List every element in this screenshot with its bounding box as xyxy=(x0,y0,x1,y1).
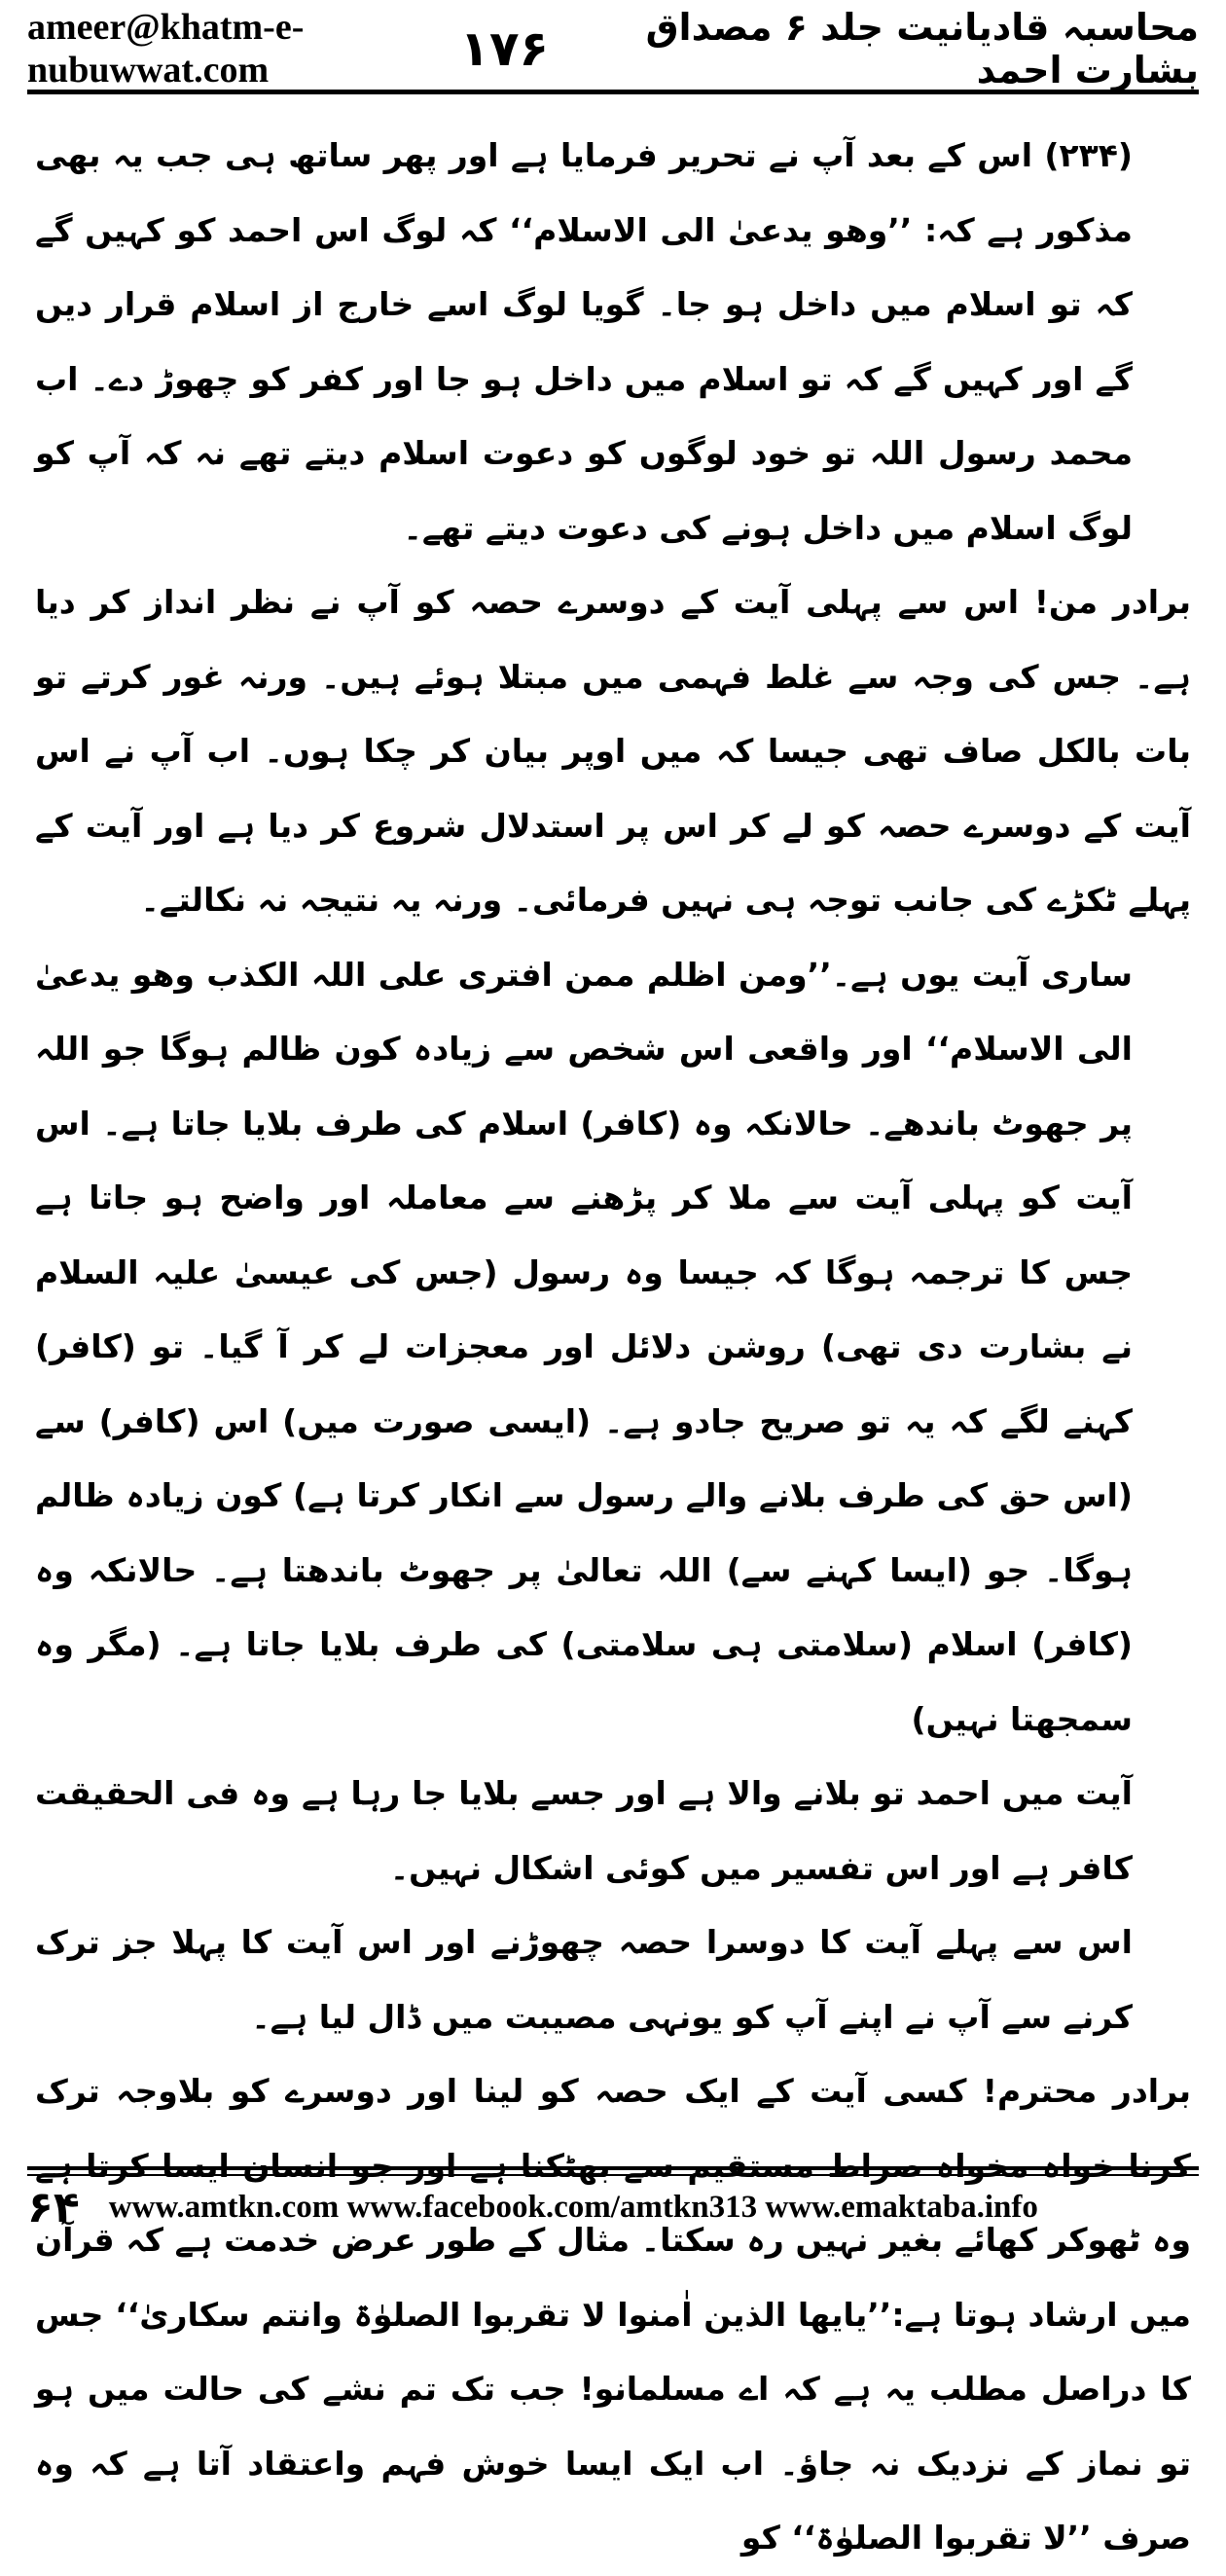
footer-links: www.amtkn.com www.facebook.com/amtkn313 www.emaktaba.info xyxy=(108,2189,1038,2225)
header-email: ameer@khatm-e-nubuwwat.com xyxy=(27,7,305,91)
footer-divider-thin xyxy=(27,2174,1199,2176)
paragraph-2: برادر من! اس سے پہلی آیت کے دوسرے حصہ کو آپ نے نظر انداز کر دیا ہے۔ جس کی وجہ سے غلط فہمی میں مبتلا ہوئے ہیں۔ ورنہ غور کرتے تو بات بالکل صاف تھی جیسا کہ میں اوپر بیان کر چکا ہوں۔ اب آپ نے اس آیت کے دوسرے حصہ کو لے کر اس پر استدلال شروع کر دیا ہے اور آیت کے پہلے ٹکڑے کی جانب توجہ ہی نہیں فرمائی۔ ورنہ یہ نتیجہ نہ نکالتے۔ xyxy=(35,583,1191,919)
header-divider xyxy=(27,90,1199,94)
footer-divider xyxy=(27,2166,1199,2170)
page-footer xyxy=(27,2180,1199,2234)
book-title: محاسبہ قادیانیت جلد ۶ مصداق بشارت احمد xyxy=(645,6,1199,91)
paragraph-3: ساری آیت یوں ہے۔’’ومن اظلم ممن افتری علی اللہ الکذب وھو یدعیٰ الی الاسلام‘‘ اور واقعی اس شخص سے زیادہ کون ظالم ہوگا جو اللہ پر جھوٹ باندھے۔ حالانکہ وہ (کافر) اسلام کی طرف بلایا جاتا ہے۔ اس آیت کو پہلی آیت سے ملا کر پڑھنے سے معاملہ اور واضح ہو جاتا ہے جس کا ترجمہ ہوگا کہ جیسا وہ رسول (جس کی عیسیٰ علیہ السلام نے بشارت دی تھی) روشن دلائل اور معجزات لے کر آ گیا۔ تو (کافر) کہنے لگے کہ یہ تو صریح جادو ہے۔ (ایسی صورت میں) اس (کافر) سے (اس حق کی طرف بلانے والے رسول سے انکار کرتا ہے) کون زیادہ ظالم ہوگا۔ جو (ایسا کہنے سے) اللہ تعالیٰ پر جھوٹ باندھتا ہے۔ حالانکہ وہ (کافر) اسلام (سلامتی ہی سلامتی) کی طرف بلایا جاتا ہے۔ (مگر وہ سمجھتا نہیں) xyxy=(35,955,1133,1738)
paragraph-6: برادر محترم! کسی آیت کے ایک حصہ کو لینا اور دوسرے کو بلاوجہ ترک کرنا خواہ مخواہ صراط مستقیم سے بھٹکنا ہے اور جو انسان ایسا کرتا ہے وہ ٹھوکر کھائے بغیر نہیں رہ سکتا۔ مثال کے طور عرض خدمت ہے کہ قرآن میں ارشاد ہوتا ہے:’’یایھا الذین اٰمنوا لا تقربوا الصلوٰۃ وانتم سکاریٰ‘‘ جس کا دراصل مطلب یہ ہے کہ اے مسلمانو! جب تک تم نشے کی حالت میں ہو تو نماز کے نزدیک نہ جاؤ۔ اب ایک ایسا خوش فہم واعتقاد آتا ہے کہ وہ صرف ’’لا تقربوا الصلوٰۃ‘‘ کو xyxy=(35,2072,1191,2557)
footer-page-number: ۶۴ xyxy=(27,2182,80,2232)
paragraph-4: آیت میں احمد تو بلانے والا ہے اور جسے بلایا جا رہا ہے وہ فی الحقیقت کافر ہے اور اس تفسیر میں کوئی اشکال نہیں۔ xyxy=(35,1774,1133,1887)
page-header xyxy=(27,6,1199,91)
paragraph-5: اس سے پہلے آیت کا دوسرا حصہ چھوڑنے اور اس آیت کا پہلا جز ترک کرنے سے آپ نے اپنے آپ کو یونہی مصیبت میں ڈال لیا ہے۔ xyxy=(35,1923,1133,2036)
paragraph-1: (۲۳۴) اس کے بعد آپ نے تحریر فرمایا ہے اور پھر ساتھ ہی جب یہ بھی مذکور ہے کہ: ’’وھو یدعیٰ الی الاسلام‘‘ کہ لوگ اس احمد کو کہیں گے کہ تو اسلام میں داخل ہو جا۔ گویا لوگ اسے خارج از اسلام قرار دیں گے اور کہیں گے کہ تو اسلام میں داخل ہو جا اور کفر کو چھوڑ دے۔ اب محمد رسول اللہ تو خود لوگوں کو دعوت اسلام دیتے تھے نہ کہ آپ کو لوگ اسلام میں داخل ہونے کی دعوت دیتے تھے۔ xyxy=(35,136,1133,547)
header-page-number: ۱۷۶ xyxy=(459,20,550,77)
header-left xyxy=(27,6,549,91)
